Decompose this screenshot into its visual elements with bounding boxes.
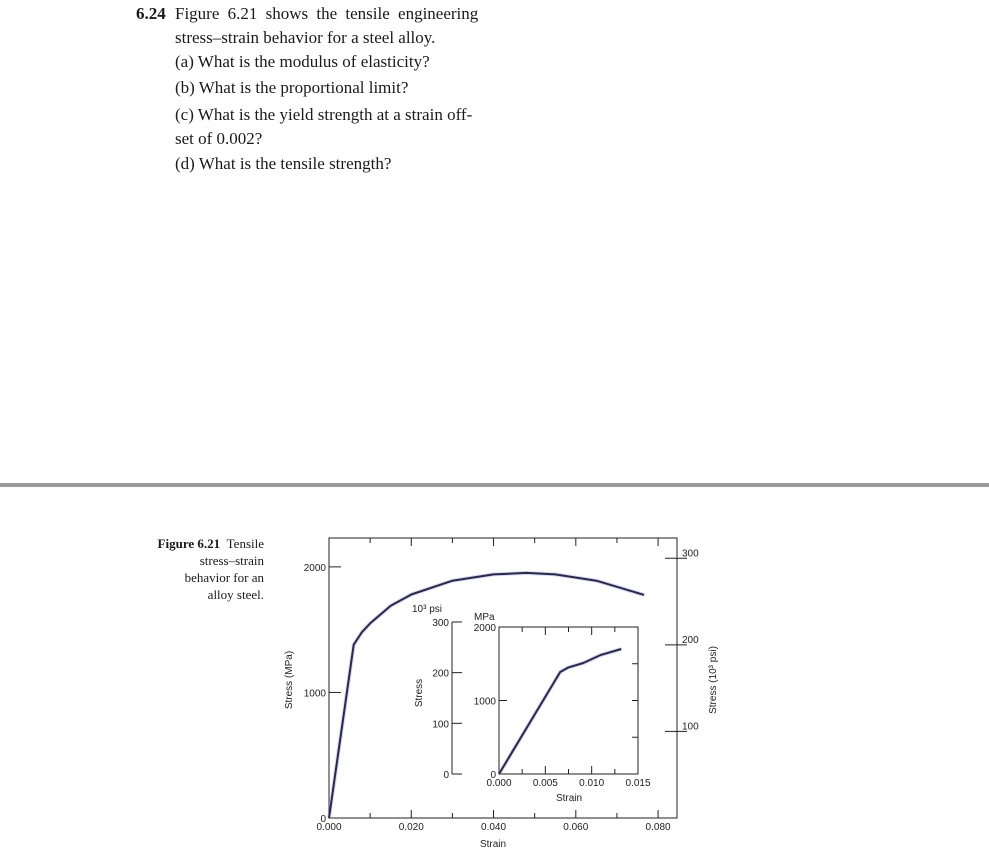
problem-number: 6.24 xyxy=(136,4,166,23)
question-d: (d) What is the tensile strength? xyxy=(175,154,392,173)
main-frame xyxy=(329,538,677,818)
question-b: (b) What is the proportional limit? xyxy=(175,78,409,97)
main-xtick-label: 0.040 xyxy=(481,822,507,833)
inset-unit-mpa: MPa xyxy=(474,612,495,623)
inset-xtick-label: 0.005 xyxy=(532,778,558,789)
inset-psi-tick-label: 300 xyxy=(432,617,449,629)
problem-line: stress–strain behavior for a steel alloy. xyxy=(175,28,436,47)
main-xtick-label: 0.020 xyxy=(398,822,424,833)
inset-psi-tick-label: 100 xyxy=(432,719,449,731)
inset-ytick-label: 1000 xyxy=(473,696,496,708)
inset-curve xyxy=(499,649,621,774)
main-ytick-label: 1000 xyxy=(303,688,326,700)
main-xtick-label: 0.060 xyxy=(563,822,589,833)
main-ytick-right-label: 300 xyxy=(682,548,699,560)
inset-xlabel: Strain xyxy=(555,793,583,804)
main-ytick-right-label: 200 xyxy=(682,634,699,646)
main-ytick-right-label: 100 xyxy=(682,721,699,733)
main-ylabel: Stress (MPa) xyxy=(284,650,295,710)
caption-line: stress–strain xyxy=(199,553,264,568)
caption-line: Tensile xyxy=(226,536,264,551)
inset-xtick-label: 0.015 xyxy=(625,778,651,789)
caption-line: behavior for an xyxy=(184,570,264,585)
main-ytick-label: 0 xyxy=(320,814,326,825)
question-a: (a) What is the modulus of elasticity? xyxy=(175,52,430,71)
inset-xtick-label: 0.000 xyxy=(486,778,512,789)
main-ytick-label: 2000 xyxy=(303,562,326,574)
inset-xtick-label: 0.010 xyxy=(579,778,605,789)
problem-line: Figure 6.21 shows the tensile engineering xyxy=(175,4,479,23)
inset-curve-glow xyxy=(499,649,621,774)
main-xtick-label: 0.080 xyxy=(645,822,671,833)
main-xtick-label: 0.000 xyxy=(316,822,342,833)
question-c-cont: set of 0.002? xyxy=(175,129,263,148)
question-c: (c) What is the yield strength at a strain off- xyxy=(175,105,473,124)
inset-ylabel: Stress xyxy=(414,678,425,708)
inset-ytick-label: 0 xyxy=(490,770,496,781)
main-xlabel: Strain xyxy=(479,839,507,850)
inset-unit-psi: 10³ psi xyxy=(412,604,443,615)
main-ylabel-right: Stress (10³ psi) xyxy=(708,646,719,714)
inset-psi-tick-label: 0 xyxy=(443,770,449,781)
caption-line: alloy steel. xyxy=(207,587,264,602)
caption-label: Figure 6.21 xyxy=(157,536,221,551)
inset-ytick-label: 2000 xyxy=(473,623,496,634)
inset-psi-tick-label: 200 xyxy=(432,668,449,680)
